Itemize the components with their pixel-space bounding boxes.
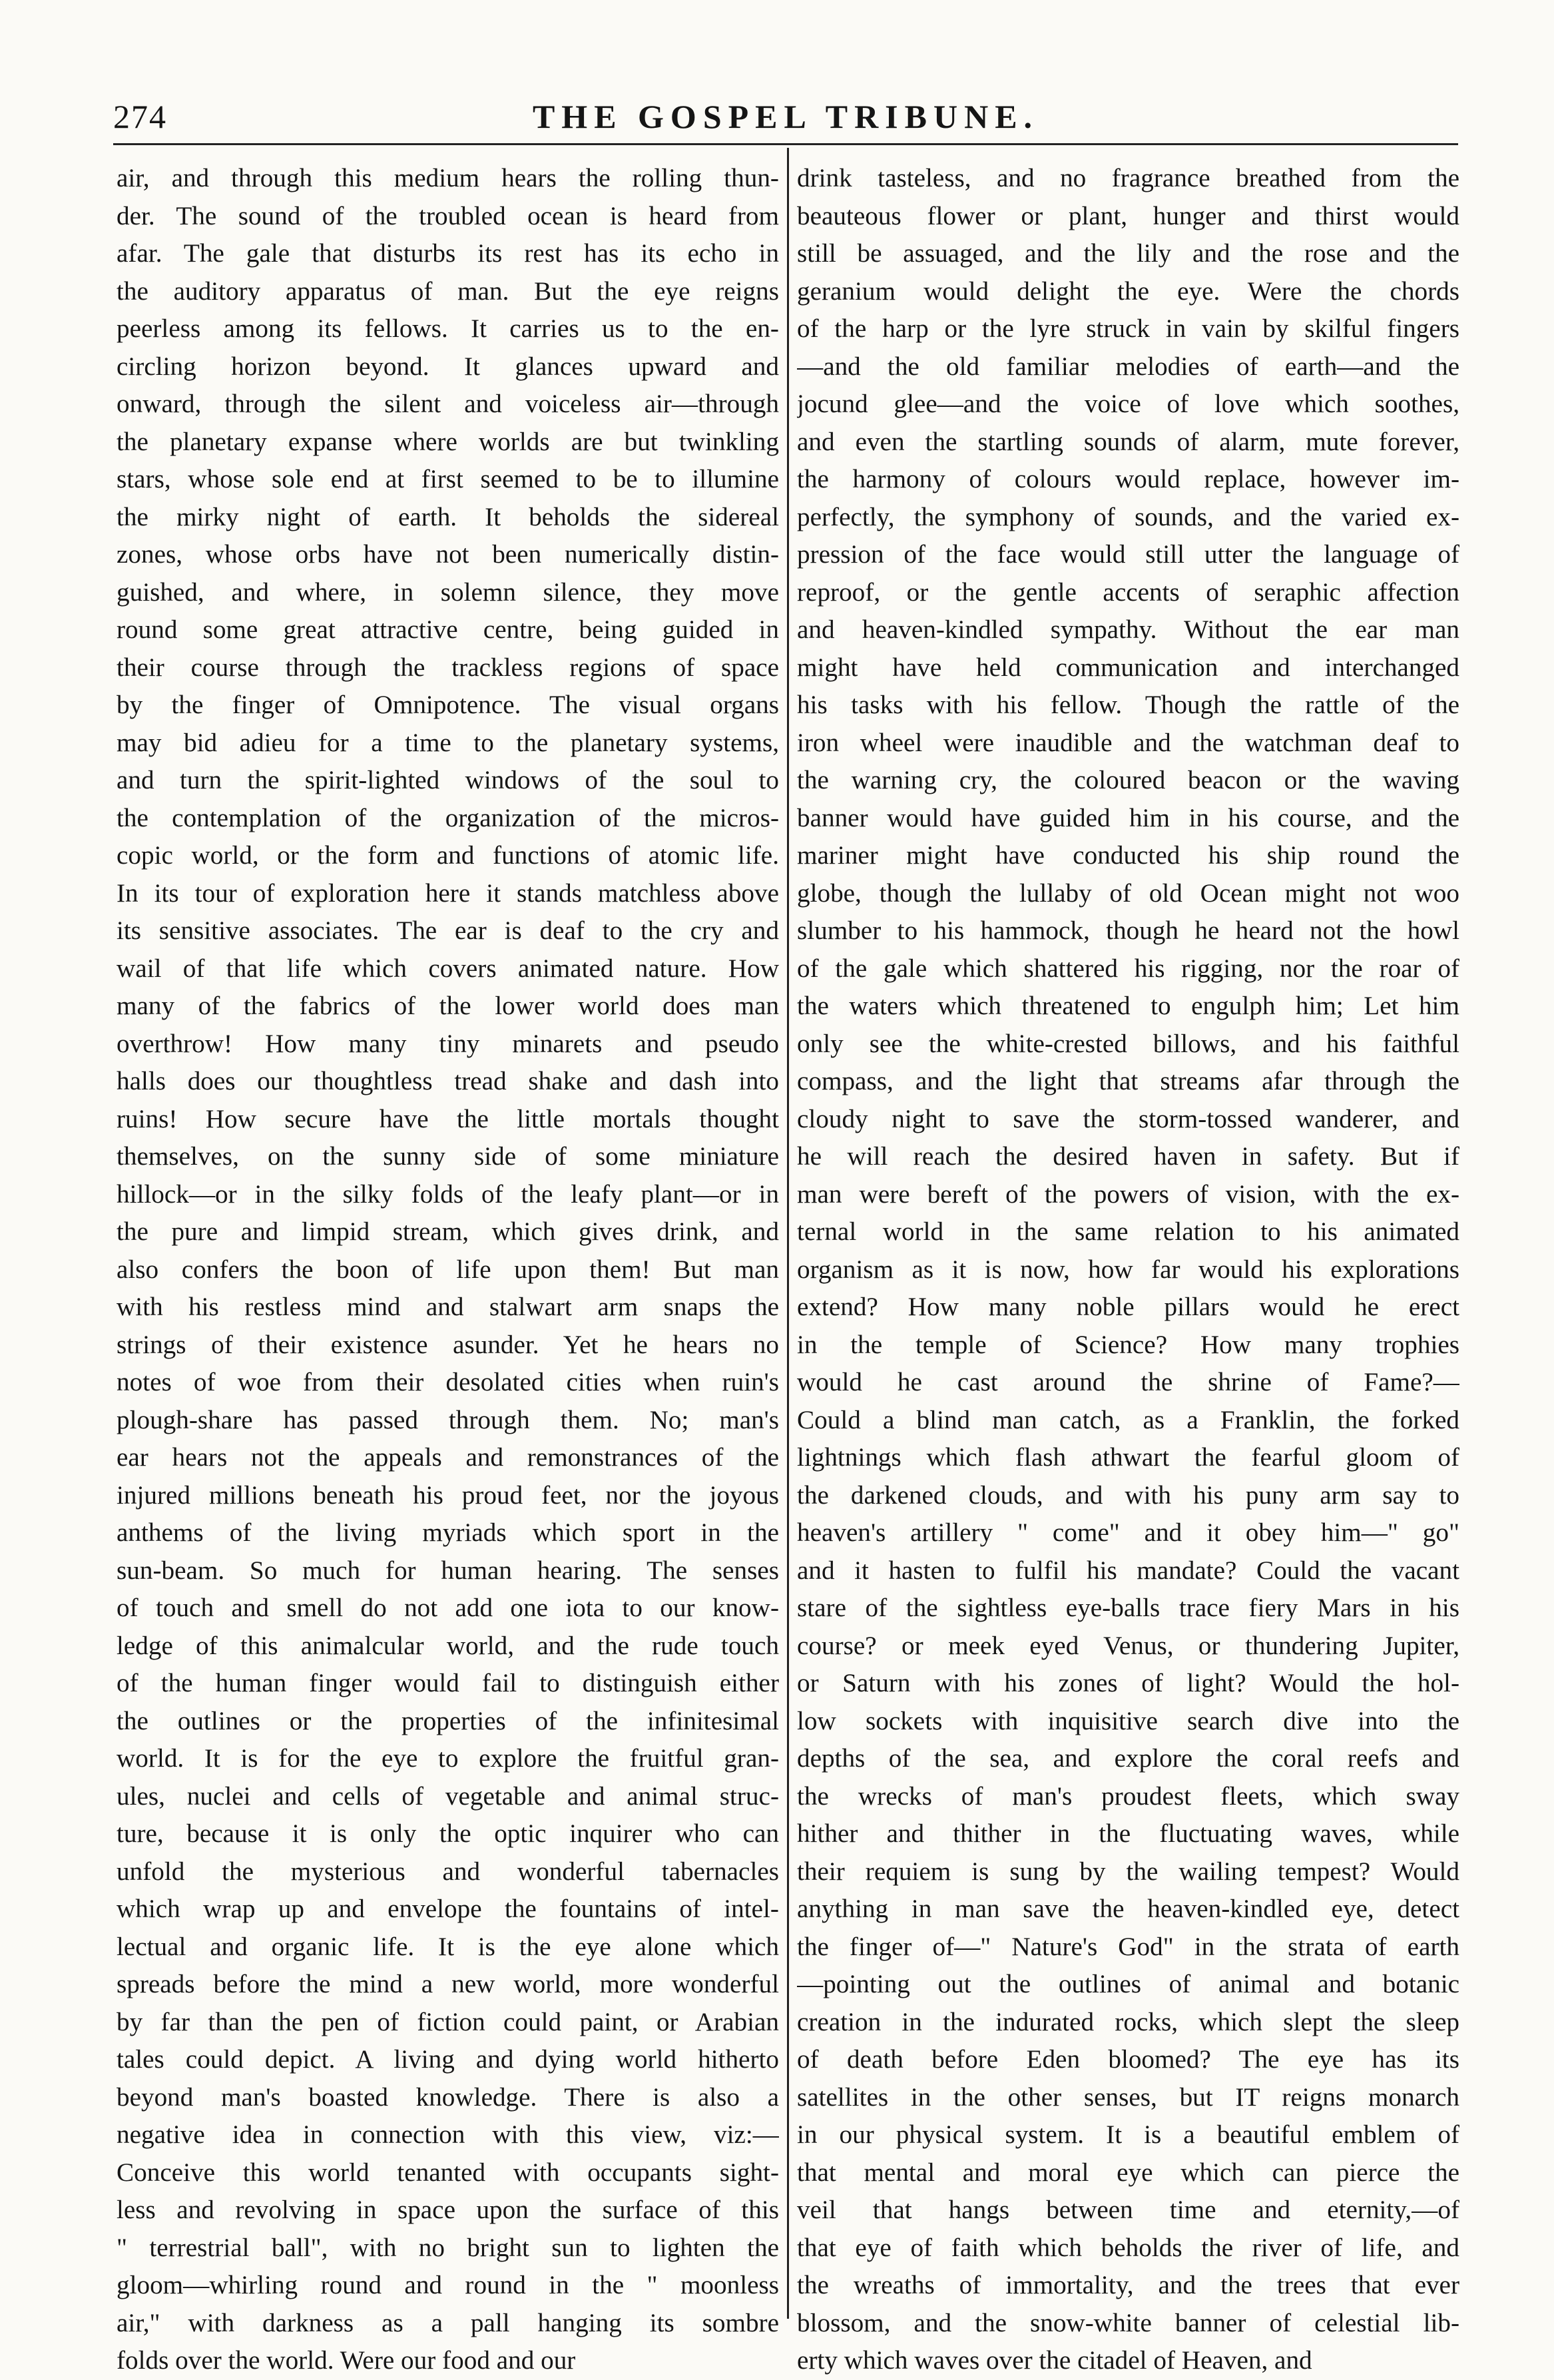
text-line: their requiem is sung by the wailing tempest? Would [797,1857,1459,1886]
text-line: slumber to his hammock, though he heard not the howl [797,916,1459,945]
text-line: perfectly, the symphony of sounds, and the varied ex- [797,502,1459,531]
text-line: that eye of faith which beholds the river of life, and [797,2233,1459,2262]
text-line: ear hears not the appeals and remonstrances of the [117,1443,779,1472]
text-line: of the gale which shattered his rigging, nor the roar of [797,954,1459,983]
text-line: unfold the mysterious and wonderful tabernacles [117,1857,779,1886]
text-line: and heaven-kindled sympathy. Without the ear man [797,615,1459,644]
text-line: guished, and where, in solemn silence, they move [117,577,779,607]
text-line: satellites in the other senses, but IT reigns monarch [797,2082,1459,2112]
text-line: stars, whose sole end at first seemed to be to illumine [117,465,779,493]
text-line: injured millions beneath his proud feet, nor the joyous [117,1480,779,1510]
text-line: which wrap up and envelope the fountains of intel- [117,1895,779,1923]
text-line: he will reach the desired haven in safety. But if [797,1142,1459,1171]
text-line: copic world, or the form and functions of atomic life. [117,841,779,870]
text-line: air," with darkness as a pall hanging its sombre [117,2308,779,2337]
text-line: lectual and organic life. It is the eye alone which [117,1932,779,1961]
text-line: jocund glee—and the voice of love which soothes, [797,390,1459,418]
text-line: creation in the indurated rocks, which slept the sleep [797,2007,1459,2036]
text-line: the warning cry, the coloured beacon or the waving [797,766,1459,794]
text-line: the pure and limpid stream, which gives drink, and [117,1217,779,1246]
text-line: sun-beam. So much for human hearing. The senses [117,1556,779,1585]
text-line: globe, though the lullaby of old Ocean might not woo [797,878,1459,908]
text-line: veil that hangs between time and eternity,—of [797,2196,1459,2224]
text-line: low sockets with inquisitive search dive into the [797,1706,1459,1735]
text-line: ules, nuclei and cells of vegetable and animal struc- [117,1781,779,1811]
text-line: peerless among its fellows. It carries us to the en- [117,314,779,343]
text-line: der. The sound of the troubled ocean is heard from [117,201,779,230]
text-line: of the harp or the lyre struck in vain by skilful fingers [797,314,1459,343]
text-line: geranium would delight the eye. Were the chords [797,276,1459,306]
text-line: lightnings which flash athwart the fearful gloom of [797,1443,1459,1472]
text-line: also confers the boon of life upon them! But man [117,1255,779,1284]
text-line: its sensitive associates. The ear is deaf to the cry and [117,916,779,945]
text-line: of death before Eden bloomed? The eye has its [797,2045,1459,2074]
text-line: the finger of—" Nature's God" in the strata of earth [797,1932,1459,1961]
text-line: of touch and smell do not add one iota to our know- [117,1594,779,1622]
text-line: in the temple of Science? How many trophies [797,1330,1459,1359]
text-line: would he cast around the shrine of Fame?— [797,1368,1459,1396]
text-line: folds over the world. Were our food and our [117,2346,576,2375]
text-line: plough-share has passed through them. No; man's [117,1405,779,1434]
text-line: afar. The gale that disturbs its rest has its echo in [117,239,779,268]
text-line: their course through the trackless regions of space [117,653,779,682]
text-line: hither and thither in the fluctuating waves, while [797,1819,1459,1848]
text-line: ledge of this animalcular world, and the rude touch [117,1631,779,1660]
text-line: organism as it is now, how far would his explorations [797,1255,1459,1284]
text-line: in our physical system. It is a beautiful emblem of [797,2120,1459,2149]
text-line: the waters which threatened to engulph him; Let him [797,992,1459,1020]
text-line: with his restless mind and stalwart arm snaps the [117,1293,779,1321]
text-line: —and the old familiar melodies of earth—and the [797,352,1459,381]
text-line: beauteous flower or plant, hunger and thirst would [797,201,1459,230]
text-line: only see the white-crested billows, and his faithful [797,1029,1459,1058]
text-line: the auditory apparatus of man. But the eye reigns [117,276,779,306]
text-line: the mirky night of earth. It beholds the sidereal [117,502,779,531]
text-line: the contemplation of the organization of the micros- [117,803,779,832]
text-line: the planetary expanse where worlds are but twinkling [117,427,779,456]
text-line: ternal world in the same relation to his animated [797,1217,1459,1246]
text-line: the wrecks of man's proudest fleets, which sway [797,1781,1459,1811]
text-line: the harmony of colours would replace, however im- [797,465,1459,493]
page-header [113,93,1458,147]
text-line: by far than the pen of fiction could paint, or Arabian [117,2007,779,2036]
text-line: tales could depict. A living and dying world hitherto [117,2045,779,2074]
page-number: 274 [113,98,167,135]
text-line: banner would have guided him in his course, and the [797,803,1459,832]
text-line: mariner might have conducted his ship round the [797,841,1459,870]
text-line: heaven's artillery " come" and it obey him—" go" [797,1518,1459,1547]
text-line: depths of the sea, and explore the coral reefs and [797,1744,1459,1773]
text-line: might have held communication and interchanged [797,653,1459,682]
text-line: zones, whose orbs have not been numerically distin- [117,540,779,569]
text-line: anthems of the living myriads which sport in the [117,1518,779,1547]
text-line: air, and through this medium hears the rolling thun- [117,164,779,192]
text-line: stare of the sightless eye-balls trace fiery Mars in his [797,1594,1459,1622]
text-line: ruins! How secure have the little mortals thought [117,1104,779,1133]
text-line: or Saturn with his zones of light? Would the hol- [797,1669,1459,1697]
text-line: and it hasten to fulfil his mandate? Could the vacant [797,1556,1459,1585]
text-line: drink tasteless, and no fragrance breathed from the [797,164,1459,192]
text-line: ture, because it is only the optic inquirer who can [117,1819,779,1848]
text-line: gloom—whirling round and round in the " moonless [117,2271,779,2299]
text-line: and turn the spirit-lighted windows of the soul to [117,766,779,794]
text-line: his tasks with his fellow. Though the rattle of the [797,691,1459,719]
right-column [797,160,1459,2380]
text-line: strings of their existence asunder. Yet he hears no [117,1330,779,1359]
text-line: erty which waves over the citadel of Heaven, and [797,2346,1312,2375]
text-line: In its tour of exploration here it stands matchless above [117,878,779,908]
text-line: of the human finger would fail to distinguish either [117,1669,779,1697]
text-line: course? or meek eyed Venus, or thundering Jupiter, [797,1631,1459,1660]
text-line: by the finger of Omnipotence. The visual organs [117,691,779,719]
text-line: the outlines or the properties of the infinitesimal [117,1706,779,1735]
text-line: spreads before the mind a new world, more wonderful [117,1970,779,1998]
text-line: anything in man save the heaven-kindled eye, detect [797,1895,1459,1923]
text-line: onward, through the silent and voiceless air—through [117,390,779,418]
text-line: many of the fabrics of the lower world does man [117,992,779,1020]
text-line: the darkened clouds, and with his puny arm say to [797,1480,1459,1510]
text-line: halls does our thoughtless tread shake and dash into [117,1067,779,1095]
text-line: Could a blind man catch, as a Franklin, the forked [797,1405,1459,1434]
left-column [117,160,779,2380]
text-line: " terrestrial ball", with no bright sun to lighten the [117,2233,779,2262]
text-line: Conceive this world tenanted with occupants sight- [117,2158,779,2187]
text-line: beyond man's boasted knowledge. There is also a [117,2082,779,2112]
text-line: the wreaths of immortality, and the trees that ever [797,2271,1459,2299]
text-line: iron wheel were inaudible and the watchman deaf to [797,728,1459,757]
text-line: pression of the face would still utter the language of [797,540,1459,569]
text-line: and even the startling sounds of alarm, mute forever, [797,427,1459,456]
text-line: compass, and the light that streams afar through the [797,1067,1459,1095]
text-line: less and revolving in space upon the surface of this [117,2196,779,2224]
text-line: blossom, and the snow-white banner of celestial lib- [797,2308,1459,2337]
text-line: still be assuaged, and the lily and the rose and the [797,239,1459,268]
running-title: THE GOSPEL TRIBUNE. [532,98,1039,135]
text-line: overthrow! How many tiny minarets and pseudo [117,1029,779,1058]
text-line: wail of that life which covers animated nature. How [117,954,779,983]
text-line: that mental and moral eye which can pierce the [797,2158,1459,2187]
text-line: hillock—or in the silky folds of the leafy plant—or in [117,1179,779,1209]
text-line: —pointing out the outlines of animal and botanic [797,1970,1459,1998]
text-line: circling horizon beyond. It glances upward and [117,352,779,381]
text-line: may bid adieu for a time to the planetary systems, [117,728,779,757]
text-line: notes of woe from their desolated cities when ruin's [117,1368,779,1396]
text-line: man were bereft of the powers of vision, with the ex- [797,1179,1459,1209]
text-line: round some great attractive centre, being guided in [117,615,779,644]
column-divider [787,148,789,2319]
text-line: world. It is for the eye to explore the fruitful gran- [117,1744,779,1773]
text-line: negative idea in connection with this view, viz:— [117,2120,779,2149]
header-rule [113,143,1458,145]
text-line: themselves, on the sunny side of some miniature [117,1142,779,1171]
text-line: cloudy night to save the storm-tossed wanderer, and [797,1104,1459,1133]
text-line: reproof, or the gentle accents of seraphic affection [797,577,1459,607]
text-line: extend? How many noble pillars would he erect [797,1293,1459,1321]
